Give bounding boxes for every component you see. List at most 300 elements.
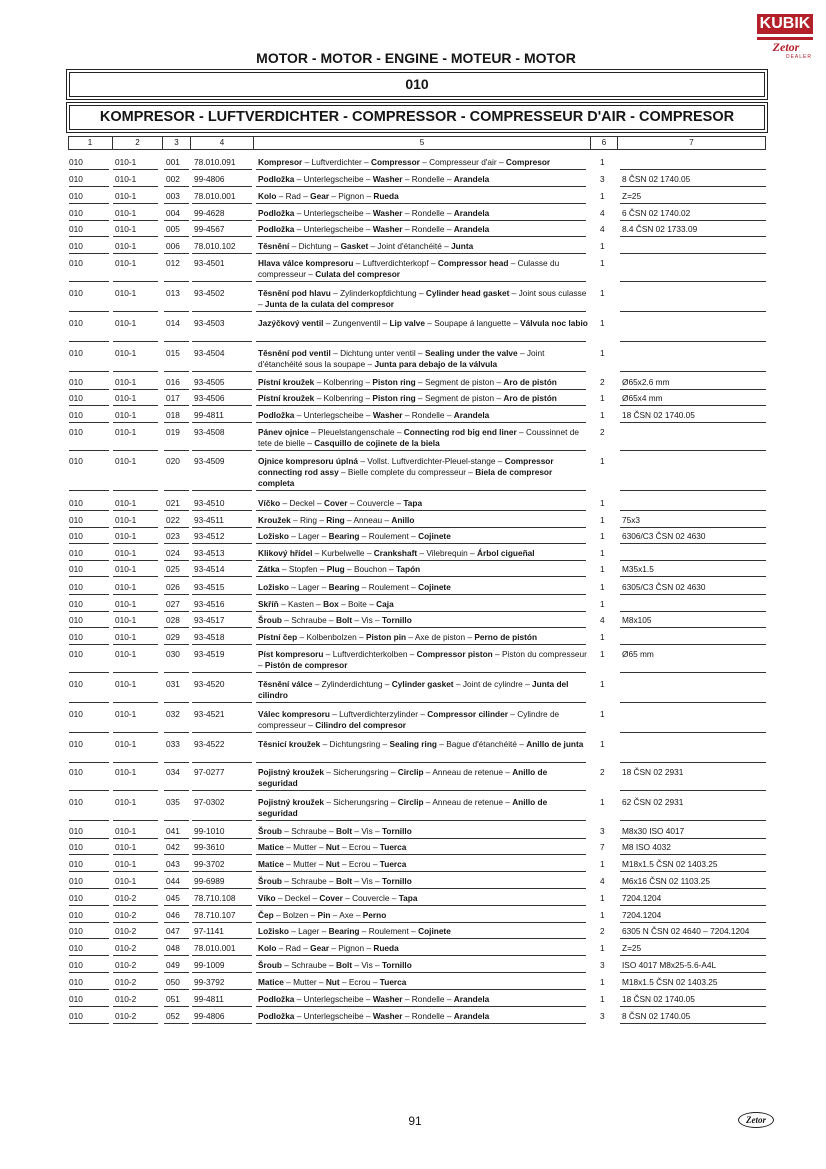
cell-col-6: 1 (600, 649, 605, 659)
table-row (0, 456, 826, 489)
cell-col-4: 93-4501 (194, 258, 225, 268)
row-underline (113, 543, 158, 544)
row-underline (113, 838, 158, 839)
cell-col-6: 1 (600, 258, 605, 268)
row-underline (69, 341, 109, 342)
cell-col-5: Čep – Bolzen – Pin – Axe – Perno (258, 910, 387, 920)
cell-col-3: 034 (166, 767, 180, 777)
row-underline (192, 922, 252, 923)
cell-col-2: 010-1 (115, 797, 137, 807)
row-underline (113, 1023, 158, 1024)
row-underline (192, 972, 252, 973)
cell-col-6: 1 (600, 515, 605, 525)
table-row (0, 288, 826, 310)
row-underline (192, 389, 252, 390)
row-underline (192, 1023, 252, 1024)
cell-col-5: Kolo – Rad – Gear – Pignon – Rueda (258, 943, 399, 953)
row-underline (256, 490, 586, 491)
cell-col-2: 010-1 (115, 709, 137, 719)
row-underline (620, 702, 766, 703)
cell-col-3: 042 (166, 842, 180, 852)
cell-col-7: M8x105 (622, 615, 652, 625)
cell-col-1: 010 (69, 224, 83, 234)
row-underline (256, 922, 586, 923)
row-underline (113, 820, 158, 821)
cell-col-2: 010-1 (115, 410, 137, 420)
row-underline (620, 627, 766, 628)
row-underline (192, 405, 252, 406)
row-underline (256, 871, 586, 872)
cell-col-6: 4 (600, 224, 605, 234)
cell-col-1: 010 (69, 977, 83, 987)
cell-col-5: Těsnění pod ventil – Dichtung unter ventil – Sealing under the valve – Joint d'étanchéité sous la soupape – Junta para debajo de la válvula (258, 348, 545, 369)
row-underline (164, 371, 189, 372)
row-underline (164, 1006, 189, 1007)
row-underline (69, 905, 109, 906)
row-underline (192, 576, 252, 577)
row-underline (192, 169, 252, 170)
row-underline (113, 627, 158, 628)
cell-col-2: 010-1 (115, 842, 137, 852)
cell-col-7: Ø65x2.6 mm (622, 377, 670, 387)
row-underline (164, 422, 189, 423)
row-underline (256, 220, 586, 221)
cell-col-4: 78.710.108 (194, 893, 236, 903)
cell-col-6: 4 (600, 208, 605, 218)
cell-col-2: 010-1 (115, 498, 137, 508)
row-underline (113, 888, 158, 889)
cell-col-5: Podložka – Unterlegscheibe – Washer – Rondelle – Arandela (258, 1011, 490, 1021)
cell-col-5: Kroužek – Ring – Ring – Anneau – Anillo (258, 515, 415, 525)
cell-col-4: 93-4508 (194, 427, 225, 437)
row-underline (164, 611, 189, 612)
row-underline (192, 762, 252, 763)
cell-col-5: Víko – Deckel – Cover – Couvercle – Tapa (258, 893, 418, 903)
cell-col-5: Ojnice kompresoru úplná – Vollst. Luftverdichter-Pleuel-stange – Compressor connecting rod assy – Bielle complete du compresseur – Biela de compresor completa (258, 456, 554, 488)
cell-col-5: Podložka – Unterlegscheibe – Washer – Rondelle – Arandela (258, 410, 490, 420)
cell-col-2: 010-1 (115, 826, 137, 836)
row-underline (113, 341, 158, 342)
row-underline (164, 1023, 189, 1024)
cell-col-5: Těsnicí kroužek – Dichtungsring – Sealing ring – Bague d'étanchéité – Anillo de junta (258, 739, 584, 749)
row-underline (256, 594, 586, 595)
table-row (0, 797, 826, 819)
row-underline (192, 611, 252, 612)
row-underline (192, 732, 252, 733)
row-underline (69, 871, 109, 872)
row-underline (69, 389, 109, 390)
cell-col-6: 1 (600, 393, 605, 403)
table-row (0, 348, 826, 370)
cell-col-1: 010 (69, 826, 83, 836)
cell-col-4: 93-4513 (194, 548, 225, 558)
row-underline (620, 871, 766, 872)
cell-col-2: 010-1 (115, 515, 137, 525)
row-underline (69, 1006, 109, 1007)
cell-col-1: 010 (69, 531, 83, 541)
cell-col-3: 019 (166, 427, 180, 437)
cell-col-3: 033 (166, 739, 180, 749)
cell-col-1: 010 (69, 859, 83, 869)
cell-col-3: 051 (166, 994, 180, 1004)
cell-col-1: 010 (69, 1011, 83, 1021)
cell-col-1: 010 (69, 893, 83, 903)
row-underline (620, 311, 766, 312)
row-underline (620, 422, 766, 423)
cell-col-5: Matice – Mutter – Nut – Ecrou – Tuerca (258, 977, 407, 987)
cell-col-6: 3 (600, 1011, 605, 1021)
row-underline (164, 672, 189, 673)
cell-col-4: 99-4806 (194, 1011, 225, 1021)
row-underline (164, 955, 189, 956)
cell-col-1: 010 (69, 910, 83, 920)
cell-col-5: Ložisko – Lager – Bearing – Roulement – Cojinete (258, 582, 451, 592)
cell-col-1: 010 (69, 842, 83, 852)
cell-col-3: 052 (166, 1011, 180, 1021)
row-underline (69, 702, 109, 703)
row-underline (164, 281, 189, 282)
cell-col-4: 97-0302 (194, 797, 225, 807)
row-underline (256, 1006, 586, 1007)
row-underline (192, 938, 252, 939)
row-underline (69, 922, 109, 923)
cell-col-2: 010-1 (115, 318, 137, 328)
cell-col-6: 1 (600, 739, 605, 749)
table-row (0, 1011, 826, 1022)
row-underline (192, 672, 252, 673)
row-underline (192, 203, 252, 204)
dealer-label: DEALER (785, 54, 812, 60)
row-underline (256, 422, 586, 423)
row-underline (164, 576, 189, 577)
cell-col-5: Jazýčkový ventil – Zungenventil – Lip valve – Soupape á languette – Válvula noc labio (258, 318, 588, 328)
row-underline (256, 281, 586, 282)
cell-col-7: 7204.1204 (622, 893, 662, 903)
row-underline (69, 989, 109, 990)
row-underline (192, 905, 252, 906)
cell-col-5: Víčko – Deckel – Cover – Couvercle – Tapa (258, 498, 423, 508)
row-underline (164, 186, 189, 187)
cell-col-3: 046 (166, 910, 180, 920)
table-row (0, 943, 826, 954)
cell-col-3: 005 (166, 224, 180, 234)
cell-col-7: Ø65x4 mm (622, 393, 663, 403)
cell-col-2: 010-2 (115, 960, 137, 970)
section-subtitle: KOMPRESOR - LUFTVERDICHTER - COMPRESSOR - COMPRESSEUR D'AIR - COMPRESOR (99, 109, 735, 125)
row-underline (69, 281, 109, 282)
row-underline (620, 560, 766, 561)
row-underline (113, 611, 158, 612)
table-row (0, 842, 826, 853)
cell-col-1: 010 (69, 615, 83, 625)
zetor-logo: Zetor (772, 40, 800, 54)
row-underline (620, 938, 766, 939)
cell-col-4: 93-4512 (194, 531, 225, 541)
cell-col-2: 010-1 (115, 427, 137, 437)
cell-col-5: Podložka – Unterlegscheibe – Washer – Rondelle – Arandela (258, 224, 490, 234)
cell-col-4: 99-4628 (194, 208, 225, 218)
cell-col-3: 003 (166, 191, 180, 201)
cell-col-1: 010 (69, 515, 83, 525)
row-underline (113, 790, 158, 791)
table-row (0, 241, 826, 252)
row-underline (256, 905, 586, 906)
cell-col-5: Šroub – Schraube – Bolt – Vis – Tornillo (258, 615, 412, 625)
row-underline (113, 220, 158, 221)
row-underline (192, 1006, 252, 1007)
row-underline (620, 888, 766, 889)
row-underline (620, 611, 766, 612)
row-underline (113, 989, 158, 990)
row-underline (164, 594, 189, 595)
table-row (0, 548, 826, 559)
row-underline (256, 450, 586, 451)
cell-col-6: 1 (600, 679, 605, 689)
row-underline (256, 838, 586, 839)
row-underline (113, 186, 158, 187)
row-underline (113, 510, 158, 511)
row-underline (69, 854, 109, 855)
row-underline (69, 627, 109, 628)
cell-col-6: 1 (600, 582, 605, 592)
cell-col-2: 010-1 (115, 599, 137, 609)
row-underline (192, 253, 252, 254)
cell-col-5: Matice – Mutter – Nut – Ecrou – Tuerca (258, 859, 407, 869)
cell-col-1: 010 (69, 498, 83, 508)
group-code: 010 (405, 76, 429, 92)
cell-col-3: 006 (166, 241, 180, 251)
row-underline (620, 490, 766, 491)
cell-col-7: 18 ČSN 02 1740.05 (622, 410, 695, 420)
cell-col-3: 023 (166, 531, 180, 541)
cell-col-1: 010 (69, 739, 83, 749)
row-underline (256, 236, 586, 237)
group-code-box (66, 69, 768, 100)
row-underline (69, 888, 109, 889)
cell-col-7: M18x1.5 ČSN 02 1403.25 (622, 859, 718, 869)
cell-col-7: M6x16 ČSN 02 1103.25 (622, 876, 710, 886)
cell-col-6: 2 (600, 767, 605, 777)
row-underline (192, 560, 252, 561)
row-underline (256, 560, 586, 561)
cell-col-4: 78.010.001 (194, 943, 236, 953)
row-underline (69, 422, 109, 423)
cell-col-2: 010-1 (115, 739, 137, 749)
header-bottom-rule (68, 149, 766, 150)
cell-col-2: 010-1 (115, 288, 137, 298)
row-underline (256, 389, 586, 390)
row-underline (620, 186, 766, 187)
row-underline (620, 341, 766, 342)
cell-col-5: Pánev ojnice – Pleuelstangenschale – Connecting rod big end liner – Coussinnet de tete de bielle – Casquillo de cojinete de la biela (258, 427, 579, 448)
cell-col-3: 035 (166, 797, 180, 807)
row-underline (113, 762, 158, 763)
row-underline (113, 450, 158, 451)
row-underline (192, 527, 252, 528)
cell-col-1: 010 (69, 157, 83, 167)
cell-col-6: 1 (600, 191, 605, 201)
cell-col-4: 93-4503 (194, 318, 225, 328)
cell-col-2: 010-1 (115, 679, 137, 689)
table-row (0, 208, 826, 219)
row-underline (256, 732, 586, 733)
row-underline (164, 790, 189, 791)
cell-col-1: 010 (69, 943, 83, 953)
cell-col-3: 021 (166, 498, 180, 508)
cell-col-3: 026 (166, 582, 180, 592)
row-underline (69, 203, 109, 204)
cell-col-3: 018 (166, 410, 180, 420)
row-underline (192, 790, 252, 791)
table-row (0, 564, 826, 575)
cell-col-3: 020 (166, 456, 180, 466)
cell-col-2: 010-1 (115, 564, 137, 574)
cell-col-2: 010-1 (115, 348, 137, 358)
cell-col-5: Hlava válce kompresoru – Luftverdichterkopf – Compressor head – Culasse du compresseur – Culata del compresor (258, 258, 560, 279)
row-underline (113, 1006, 158, 1007)
row-underline (164, 938, 189, 939)
row-underline (256, 938, 586, 939)
cell-col-2: 010-1 (115, 208, 137, 218)
row-underline (256, 186, 586, 187)
cell-col-4: 93-4514 (194, 564, 225, 574)
cell-col-5: Šroub – Schraube – Bolt – Vis – Tornillo (258, 826, 412, 836)
row-underline (113, 371, 158, 372)
cell-col-1: 010 (69, 960, 83, 970)
row-underline (620, 510, 766, 511)
table-row (0, 994, 826, 1005)
cell-col-4: 93-4522 (194, 739, 225, 749)
cell-col-1: 010 (69, 456, 83, 466)
cell-col-2: 010-2 (115, 943, 137, 953)
table-row (0, 632, 826, 643)
table-row (0, 767, 826, 789)
row-underline (164, 543, 189, 544)
cell-col-1: 010 (69, 548, 83, 558)
row-underline (620, 371, 766, 372)
table-row (0, 739, 826, 761)
row-underline (113, 576, 158, 577)
table-row (0, 893, 826, 904)
cell-col-3: 048 (166, 943, 180, 953)
cell-col-1: 010 (69, 258, 83, 268)
cell-col-2: 010-1 (115, 258, 137, 268)
cell-col-4: 93-4515 (194, 582, 225, 592)
cell-col-4: 78.010.091 (194, 157, 236, 167)
table-row (0, 318, 826, 340)
cell-col-7: Ø65 mm (622, 649, 654, 659)
cell-col-4: 93-4516 (194, 599, 225, 609)
cell-col-3: 013 (166, 288, 180, 298)
cell-col-7: 62 ČSN 02 2931 (622, 797, 684, 807)
cell-col-6: 1 (600, 564, 605, 574)
cell-col-2: 010-2 (115, 910, 137, 920)
row-underline (620, 820, 766, 821)
row-underline (164, 450, 189, 451)
row-underline (192, 820, 252, 821)
cell-col-7: 8 ČSN 02 1740.05 (622, 1011, 691, 1021)
cell-col-3: 029 (166, 632, 180, 642)
row-underline (113, 389, 158, 390)
row-underline (192, 838, 252, 839)
row-underline (192, 644, 252, 645)
row-underline (192, 490, 252, 491)
row-underline (620, 989, 766, 990)
cell-col-5: Ložisko – Lager – Bearing – Roulement – Cojinete (258, 926, 451, 936)
row-underline (256, 627, 586, 628)
table-row (0, 977, 826, 988)
cell-col-2: 010-2 (115, 994, 137, 1004)
cell-col-4: 93-4504 (194, 348, 225, 358)
row-underline (69, 838, 109, 839)
cell-col-4: 97-1141 (194, 926, 224, 936)
cell-col-1: 010 (69, 582, 83, 592)
row-underline (192, 422, 252, 423)
cell-col-3: 041 (166, 826, 180, 836)
cell-col-3: 028 (166, 615, 180, 625)
row-underline (620, 253, 766, 254)
cell-col-2: 010-1 (115, 241, 137, 251)
row-underline (113, 644, 158, 645)
table-row (0, 515, 826, 526)
row-underline (256, 644, 586, 645)
cell-col-1: 010 (69, 318, 83, 328)
row-underline (256, 955, 586, 956)
cell-col-5: Těsnění – Dichtung – Gasket – Joint d'étanchéité – Junta (258, 241, 474, 251)
table-row (0, 427, 826, 449)
row-underline (620, 281, 766, 282)
row-underline (256, 989, 586, 990)
cell-col-2: 010-1 (115, 456, 137, 466)
row-underline (69, 972, 109, 973)
row-underline (113, 672, 158, 673)
cell-col-3: 017 (166, 393, 180, 403)
cell-col-6: 1 (600, 797, 605, 807)
cell-col-2: 010-1 (115, 859, 137, 869)
cell-col-2: 010-1 (115, 615, 137, 625)
kubik-logo: KUBIK (757, 14, 813, 34)
row-underline (256, 203, 586, 204)
row-underline (256, 527, 586, 528)
col-header-7: 7 (618, 137, 766, 149)
cell-col-7: Z=25 (622, 943, 642, 953)
cell-col-6: 1 (600, 994, 605, 1004)
cell-col-1: 010 (69, 926, 83, 936)
cell-col-5: Kolo – Rad – Gear – Pignon – Rueda (258, 191, 399, 201)
col-header-5: 5 (254, 137, 591, 149)
cell-col-1: 010 (69, 427, 83, 437)
row-underline (620, 905, 766, 906)
cell-col-6: 1 (600, 977, 605, 987)
row-underline (69, 938, 109, 939)
cell-col-4: 99-4811 (194, 410, 224, 420)
row-underline (69, 490, 109, 491)
row-underline (113, 732, 158, 733)
cell-col-5: Skříň – Kasten – Box – Boite – Caja (258, 599, 394, 609)
cell-col-5: Těsnění válce – Zylinderdichtung – Cylinder gasket – Joint de cylindre – Junta del cilindro (258, 679, 569, 700)
cell-col-5: Válec kompresoru – Luftverdichterzylinder – Compressor cilinder – Cylindre de compresseur – Cilindro del compresor (258, 709, 560, 730)
row-underline (256, 702, 586, 703)
row-underline (256, 790, 586, 791)
row-underline (113, 955, 158, 956)
row-underline (256, 820, 586, 821)
row-underline (164, 702, 189, 703)
cell-col-5: Šroub – Schraube – Bolt – Vis – Tornillo (258, 960, 412, 970)
row-underline (256, 371, 586, 372)
cell-col-6: 1 (600, 318, 605, 328)
cell-col-6: 1 (600, 456, 605, 466)
row-underline (256, 510, 586, 511)
